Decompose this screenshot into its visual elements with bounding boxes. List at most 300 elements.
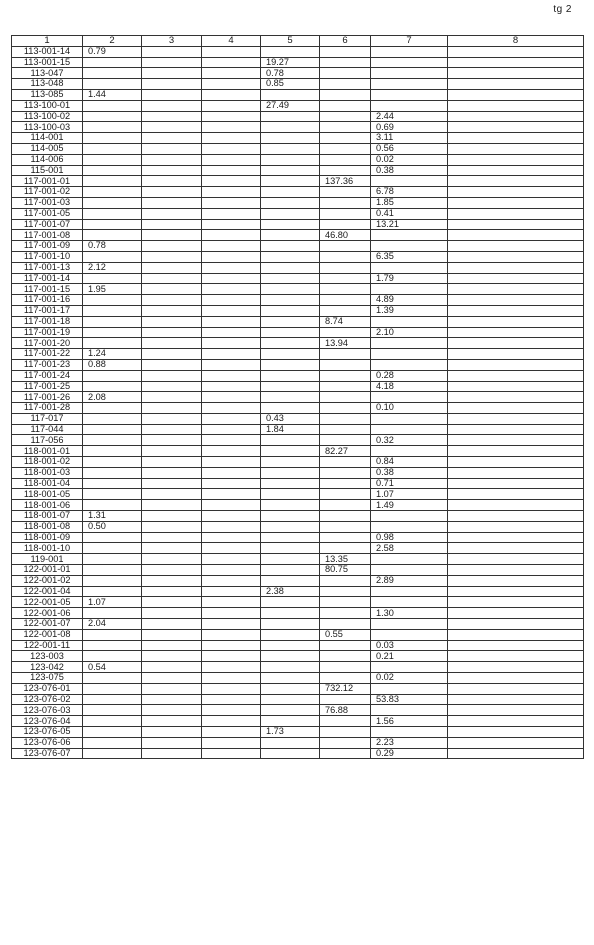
value-cell-col-4 [202, 359, 261, 370]
value-cell-col-8 [448, 349, 584, 360]
value-cell-col-2 [83, 575, 142, 586]
value-cell-col-2 [83, 629, 142, 640]
value-cell-col-3 [142, 176, 202, 187]
value-cell-col-6 [320, 187, 371, 198]
value-cell-col-3 [142, 651, 202, 662]
value-cell-col-7 [371, 727, 448, 738]
value-cell-col-4 [202, 219, 261, 230]
value-cell-col-6 [320, 381, 371, 392]
value-cell-col-2: 0.79 [83, 46, 142, 57]
value-cell-col-2 [83, 737, 142, 748]
table-row [12, 89, 584, 100]
value-cell-col-4 [202, 467, 261, 478]
row-code-cell: 122-001-01 [12, 565, 83, 576]
value-cell-col-3 [142, 716, 202, 727]
value-cell-col-2: 1.95 [83, 284, 142, 295]
value-cell-col-5 [261, 273, 320, 284]
table-row [12, 219, 584, 230]
row-code-cell: 113-100-02 [12, 111, 83, 122]
value-cell-col-4 [202, 273, 261, 284]
value-cell-col-3 [142, 197, 202, 208]
value-cell-col-4 [202, 143, 261, 154]
value-cell-col-2 [83, 446, 142, 457]
table-row [12, 208, 584, 219]
value-cell-col-2 [83, 413, 142, 424]
row-code-cell: 123-076-03 [12, 705, 83, 716]
value-cell-col-5 [261, 219, 320, 230]
value-cell-col-3 [142, 467, 202, 478]
value-cell-col-8 [448, 392, 584, 403]
value-cell-col-5 [261, 640, 320, 651]
value-cell-col-8 [448, 705, 584, 716]
value-cell-col-3 [142, 122, 202, 133]
row-code-cell: 117-001-20 [12, 338, 83, 349]
value-cell-col-6 [320, 727, 371, 738]
value-cell-col-2 [83, 748, 142, 759]
value-cell-col-7: 0.98 [371, 532, 448, 543]
value-cell-col-4 [202, 521, 261, 532]
row-code-cell: 123-003 [12, 651, 83, 662]
value-cell-col-8 [448, 338, 584, 349]
value-cell-col-8 [448, 500, 584, 511]
value-cell-col-4 [202, 392, 261, 403]
value-cell-col-4 [202, 154, 261, 165]
value-cell-col-8 [448, 737, 584, 748]
value-cell-col-8 [448, 284, 584, 295]
value-cell-col-5: 1.84 [261, 424, 320, 435]
value-cell-col-2 [83, 532, 142, 543]
value-cell-col-2 [83, 705, 142, 716]
value-cell-col-5 [261, 316, 320, 327]
value-cell-col-5 [261, 143, 320, 154]
value-cell-col-8 [448, 511, 584, 522]
value-cell-col-2 [83, 554, 142, 565]
value-cell-col-3 [142, 457, 202, 468]
value-cell-col-6 [320, 273, 371, 284]
row-code-cell: 118-001-03 [12, 467, 83, 478]
value-cell-col-8 [448, 748, 584, 759]
value-cell-col-6 [320, 79, 371, 90]
row-code-cell: 122-001-04 [12, 586, 83, 597]
value-cell-col-2: 1.24 [83, 349, 142, 360]
value-cell-col-3 [142, 230, 202, 241]
page-label: tg 2 [553, 4, 572, 15]
value-cell-col-4 [202, 403, 261, 414]
value-cell-col-3 [142, 673, 202, 684]
value-cell-col-2 [83, 651, 142, 662]
table-row [12, 619, 584, 630]
value-cell-col-4 [202, 349, 261, 360]
value-cell-col-6 [320, 165, 371, 176]
value-cell-col-6: 46.80 [320, 230, 371, 241]
value-cell-col-3 [142, 392, 202, 403]
column-header-5: 5 [261, 36, 320, 47]
value-cell-col-3 [142, 413, 202, 424]
value-cell-col-5: 0.43 [261, 413, 320, 424]
value-cell-col-8 [448, 230, 584, 241]
value-cell-col-4 [202, 597, 261, 608]
column-header-3: 3 [142, 36, 202, 47]
value-cell-col-2: 2.04 [83, 619, 142, 630]
value-cell-col-3 [142, 511, 202, 522]
value-cell-col-5 [261, 208, 320, 219]
row-code-cell: 117-001-18 [12, 316, 83, 327]
value-cell-col-7 [371, 338, 448, 349]
value-cell-col-8 [448, 165, 584, 176]
value-cell-col-2: 0.88 [83, 359, 142, 370]
value-cell-col-8 [448, 554, 584, 565]
row-code-cell: 123-075 [12, 673, 83, 684]
value-cell-col-6 [320, 694, 371, 705]
value-cell-col-3 [142, 629, 202, 640]
value-cell-col-7 [371, 424, 448, 435]
value-cell-col-2 [83, 100, 142, 111]
value-cell-col-3 [142, 133, 202, 144]
value-cell-col-8 [448, 187, 584, 198]
value-cell-col-8 [448, 532, 584, 543]
table-row [12, 187, 584, 198]
table-row [12, 511, 584, 522]
value-cell-col-4 [202, 68, 261, 79]
value-cell-col-5 [261, 284, 320, 295]
value-cell-col-7: 1.85 [371, 197, 448, 208]
value-cell-col-2 [83, 219, 142, 230]
value-cell-col-4 [202, 543, 261, 554]
value-cell-col-6 [320, 521, 371, 532]
value-cell-col-3 [142, 748, 202, 759]
value-cell-col-5 [261, 521, 320, 532]
value-cell-col-8 [448, 154, 584, 165]
value-cell-col-7 [371, 89, 448, 100]
value-cell-col-4 [202, 381, 261, 392]
row-code-cell: 117-001-14 [12, 273, 83, 284]
value-cell-col-7: 4.89 [371, 295, 448, 306]
value-cell-col-2 [83, 381, 142, 392]
value-cell-col-3 [142, 241, 202, 252]
value-cell-col-6 [320, 154, 371, 165]
value-cell-col-4 [202, 424, 261, 435]
value-cell-col-3 [142, 608, 202, 619]
value-cell-col-4 [202, 370, 261, 381]
value-cell-col-5: 1.73 [261, 727, 320, 738]
row-code-cell: 114-001 [12, 133, 83, 144]
value-cell-col-2: 1.44 [83, 89, 142, 100]
value-cell-col-7: 0.21 [371, 651, 448, 662]
value-cell-col-3 [142, 435, 202, 446]
value-cell-col-2 [83, 683, 142, 694]
value-cell-col-8 [448, 727, 584, 738]
value-cell-col-3 [142, 219, 202, 230]
value-cell-col-5 [261, 673, 320, 684]
value-cell-col-7 [371, 100, 448, 111]
row-code-cell: 123-076-04 [12, 716, 83, 727]
table-row [12, 197, 584, 208]
value-cell-col-7: 0.03 [371, 640, 448, 651]
value-cell-col-4 [202, 737, 261, 748]
value-cell-col-8 [448, 413, 584, 424]
value-cell-col-3 [142, 165, 202, 176]
value-cell-col-4 [202, 640, 261, 651]
row-code-cell: 117-001-26 [12, 392, 83, 403]
row-code-cell: 122-001-08 [12, 629, 83, 640]
table-row [12, 521, 584, 532]
value-cell-col-8 [448, 57, 584, 68]
value-cell-col-7: 2.44 [371, 111, 448, 122]
value-cell-col-5 [261, 392, 320, 403]
table-row [12, 446, 584, 457]
value-cell-col-3 [142, 694, 202, 705]
value-cell-col-6 [320, 543, 371, 554]
value-cell-col-5 [261, 305, 320, 316]
value-cell-col-3 [142, 619, 202, 630]
row-code-cell: 113-100-03 [12, 122, 83, 133]
value-cell-col-5 [261, 683, 320, 694]
value-cell-col-8 [448, 176, 584, 187]
table-row [12, 532, 584, 543]
value-cell-col-2 [83, 327, 142, 338]
table-row [12, 370, 584, 381]
value-cell-col-5 [261, 46, 320, 57]
value-cell-col-4 [202, 683, 261, 694]
value-cell-col-3 [142, 111, 202, 122]
row-code-cell: 114-006 [12, 154, 83, 165]
value-cell-col-7 [371, 68, 448, 79]
value-cell-col-6 [320, 575, 371, 586]
value-cell-col-2 [83, 273, 142, 284]
value-cell-col-8 [448, 327, 584, 338]
value-cell-col-7: 1.79 [371, 273, 448, 284]
value-cell-col-6: 80.75 [320, 565, 371, 576]
value-cell-col-6: 76.88 [320, 705, 371, 716]
value-cell-col-6 [320, 619, 371, 630]
value-cell-col-3 [142, 532, 202, 543]
value-cell-col-3 [142, 424, 202, 435]
value-cell-col-6 [320, 219, 371, 230]
row-code-cell: 118-001-10 [12, 543, 83, 554]
column-header-4: 4 [202, 36, 261, 47]
value-cell-col-4 [202, 716, 261, 727]
value-cell-col-3 [142, 316, 202, 327]
value-cell-col-3 [142, 79, 202, 90]
value-cell-col-5 [261, 154, 320, 165]
value-cell-col-2 [83, 608, 142, 619]
value-cell-col-3 [142, 446, 202, 457]
value-cell-col-4 [202, 338, 261, 349]
table-row [12, 597, 584, 608]
table-row [12, 435, 584, 446]
table-row [12, 111, 584, 122]
value-cell-col-8 [448, 467, 584, 478]
table-row [12, 338, 584, 349]
table-row [12, 143, 584, 154]
value-cell-col-2 [83, 489, 142, 500]
value-cell-col-5 [261, 197, 320, 208]
table-row [12, 165, 584, 176]
value-cell-col-6 [320, 251, 371, 262]
value-cell-col-7: 0.28 [371, 370, 448, 381]
table-row [12, 424, 584, 435]
value-cell-col-3 [142, 295, 202, 306]
table-row [12, 748, 584, 759]
value-cell-col-7: 6.78 [371, 187, 448, 198]
row-code-cell: 118-001-09 [12, 532, 83, 543]
value-cell-col-6 [320, 349, 371, 360]
table-row [12, 457, 584, 468]
table-row [12, 673, 584, 684]
table-row [12, 727, 584, 738]
row-code-cell: 117-001-22 [12, 349, 83, 360]
value-cell-col-3 [142, 554, 202, 565]
value-cell-col-8 [448, 608, 584, 619]
value-cell-col-6 [320, 197, 371, 208]
value-cell-col-4 [202, 619, 261, 630]
value-cell-col-5 [261, 435, 320, 446]
value-cell-col-3 [142, 478, 202, 489]
table-row [12, 651, 584, 662]
value-cell-col-5 [261, 500, 320, 511]
value-cell-col-2 [83, 79, 142, 90]
value-cell-col-8 [448, 68, 584, 79]
row-code-cell: 113-085 [12, 89, 83, 100]
table-row [12, 46, 584, 57]
value-cell-col-8 [448, 543, 584, 554]
value-cell-col-3 [142, 640, 202, 651]
value-cell-col-2 [83, 154, 142, 165]
value-cell-col-8 [448, 381, 584, 392]
value-cell-col-6 [320, 478, 371, 489]
value-cell-col-6 [320, 511, 371, 522]
value-cell-col-2 [83, 122, 142, 133]
value-cell-col-7: 0.02 [371, 154, 448, 165]
value-cell-col-3 [142, 273, 202, 284]
value-cell-col-3 [142, 575, 202, 586]
value-cell-col-7 [371, 662, 448, 673]
value-cell-col-8 [448, 619, 584, 630]
value-cell-col-8 [448, 305, 584, 316]
value-cell-col-6 [320, 262, 371, 273]
table-row [12, 403, 584, 414]
value-cell-col-7: 0.69 [371, 122, 448, 133]
value-cell-col-5 [261, 338, 320, 349]
value-cell-col-6 [320, 500, 371, 511]
value-cell-col-8 [448, 208, 584, 219]
value-cell-col-6 [320, 57, 371, 68]
value-cell-col-5: 0.85 [261, 79, 320, 90]
value-cell-col-8 [448, 316, 584, 327]
value-cell-col-4 [202, 305, 261, 316]
table-row [12, 478, 584, 489]
value-cell-col-7: 0.38 [371, 165, 448, 176]
value-cell-col-2 [83, 640, 142, 651]
value-cell-col-7 [371, 629, 448, 640]
value-cell-col-4 [202, 187, 261, 198]
value-cell-col-2: 0.50 [83, 521, 142, 532]
row-code-cell: 123-076-06 [12, 737, 83, 748]
table-row [12, 305, 584, 316]
value-cell-col-5 [261, 629, 320, 640]
value-cell-col-4 [202, 176, 261, 187]
value-cell-col-2 [83, 673, 142, 684]
row-code-cell: 117-001-09 [12, 241, 83, 252]
value-cell-col-8 [448, 716, 584, 727]
value-cell-col-6 [320, 284, 371, 295]
value-cell-col-6 [320, 640, 371, 651]
value-cell-col-7: 2.89 [371, 575, 448, 586]
value-cell-col-7 [371, 446, 448, 457]
value-cell-col-7 [371, 619, 448, 630]
value-cell-col-2 [83, 716, 142, 727]
value-cell-col-4 [202, 727, 261, 738]
value-cell-col-7: 13.21 [371, 219, 448, 230]
value-cell-col-7 [371, 511, 448, 522]
value-cell-col-8 [448, 133, 584, 144]
value-cell-col-7: 0.02 [371, 673, 448, 684]
value-cell-col-2 [83, 467, 142, 478]
value-cell-col-8 [448, 651, 584, 662]
value-cell-col-8 [448, 683, 584, 694]
value-cell-col-5 [261, 165, 320, 176]
value-cell-col-6 [320, 435, 371, 446]
table-row [12, 586, 584, 597]
value-cell-col-8 [448, 197, 584, 208]
value-cell-col-3 [142, 359, 202, 370]
table-row [12, 251, 584, 262]
value-cell-col-7 [371, 359, 448, 370]
value-cell-col-4 [202, 251, 261, 262]
value-cell-col-5 [261, 327, 320, 338]
value-cell-col-5 [261, 608, 320, 619]
value-cell-col-8 [448, 89, 584, 100]
value-cell-col-8 [448, 521, 584, 532]
value-cell-col-6: 13.94 [320, 338, 371, 349]
value-cell-col-8 [448, 673, 584, 684]
value-cell-col-5 [261, 349, 320, 360]
value-cell-col-8 [448, 241, 584, 252]
row-code-cell: 119-001 [12, 554, 83, 565]
value-cell-col-7: 0.41 [371, 208, 448, 219]
value-cell-col-7: 6.35 [371, 251, 448, 262]
value-cell-col-6: 13.35 [320, 554, 371, 565]
value-cell-col-7 [371, 392, 448, 403]
value-cell-col-6 [320, 489, 371, 500]
table-row [12, 716, 584, 727]
table-row [12, 640, 584, 651]
value-cell-col-2 [83, 543, 142, 554]
value-cell-col-4 [202, 295, 261, 306]
value-cell-col-6 [320, 424, 371, 435]
value-cell-col-8 [448, 100, 584, 111]
value-cell-col-7: 2.23 [371, 737, 448, 748]
value-cell-col-3 [142, 262, 202, 273]
value-cell-col-5 [261, 295, 320, 306]
row-code-cell: 122-001-05 [12, 597, 83, 608]
value-cell-col-8 [448, 79, 584, 90]
value-cell-col-3 [142, 597, 202, 608]
value-cell-col-7 [371, 316, 448, 327]
value-cell-col-5 [261, 619, 320, 630]
value-cell-col-8 [448, 262, 584, 273]
value-cell-col-2: 2.12 [83, 262, 142, 273]
value-cell-col-4 [202, 565, 261, 576]
row-code-cell: 117-001-15 [12, 284, 83, 295]
value-cell-col-7 [371, 554, 448, 565]
value-cell-col-8 [448, 597, 584, 608]
value-cell-col-2 [83, 57, 142, 68]
row-code-cell: 114-005 [12, 143, 83, 154]
value-cell-col-6 [320, 651, 371, 662]
row-code-cell: 117-001-08 [12, 230, 83, 241]
value-cell-col-6 [320, 295, 371, 306]
